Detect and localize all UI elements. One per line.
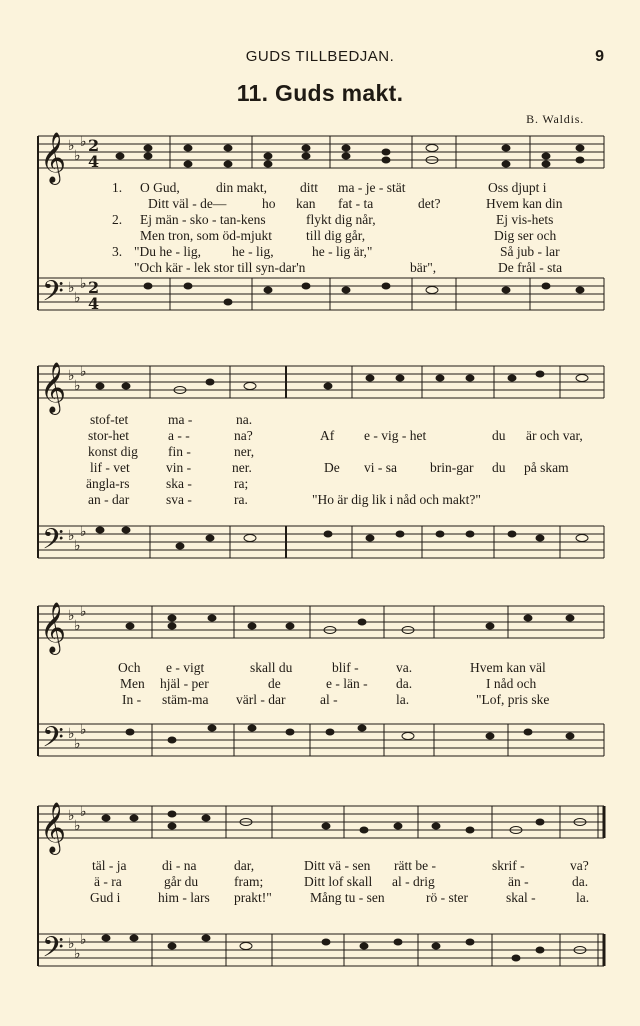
- lyric-line: [0, 228, 640, 244]
- lyric-line: [0, 890, 640, 906]
- svg-text:♭: ♭: [74, 736, 81, 752]
- svg-text:𝄢: 𝄢: [42, 275, 64, 315]
- lyric-text: blif -: [332, 660, 359, 675]
- lyric-text: ma -: [168, 412, 193, 427]
- lyric-text: fat - ta: [338, 196, 374, 211]
- lyric-line: [0, 692, 640, 708]
- verse-number: 1.: [112, 180, 123, 195]
- lyric-line: [0, 492, 640, 508]
- lyric-line: [0, 260, 640, 276]
- lyric-text: Så jub - lar: [500, 244, 560, 259]
- lyric-text: "Du he - lig,: [134, 244, 201, 259]
- lyric-text: hjäl - per: [160, 676, 209, 691]
- lyric-line: [0, 428, 640, 444]
- lyric-text: O Gud,: [140, 180, 180, 195]
- svg-text:♭: ♭: [68, 608, 75, 624]
- lyric-text: I nåd och: [486, 676, 537, 691]
- svg-text:2: 2: [88, 278, 100, 297]
- svg-text:𝄢: 𝄢: [42, 523, 64, 563]
- svg-text:♭: ♭: [80, 932, 87, 948]
- svg-text:♭: ♭: [74, 538, 81, 554]
- lyric-text: stäm-ma: [162, 692, 209, 707]
- lyric-text: värl - dar: [236, 692, 286, 707]
- svg-text:𝄞: 𝄞: [40, 602, 67, 653]
- lyric-text: kan: [296, 196, 316, 211]
- lyric-text: fin -: [168, 444, 191, 459]
- composer-credit: B. Waldis.: [526, 112, 584, 126]
- svg-text:♭: ♭: [68, 368, 75, 384]
- lyric-text: ner.: [232, 460, 252, 475]
- lyric-text: Ej vis-hets: [496, 212, 554, 227]
- lyric-text: he - lig,: [232, 244, 274, 259]
- lyric-text: konst dig: [88, 444, 138, 459]
- svg-text:♭: ♭: [68, 138, 75, 154]
- verse-number: 2.: [112, 212, 123, 227]
- lyric-line: [0, 444, 640, 460]
- svg-text:♭: ♭: [80, 134, 87, 150]
- lyric-text: ma - je - stät: [338, 180, 406, 195]
- lyric-text: vi - sa: [364, 460, 397, 475]
- lyric-line: [0, 660, 640, 676]
- svg-text:♭: ♭: [68, 280, 75, 296]
- lyric-text: Och: [118, 660, 141, 675]
- lyric-text: Oss djupt i: [488, 180, 547, 195]
- lyric-text: da.: [572, 874, 589, 889]
- lyric-text: Men tron, som öd-mjukt: [140, 228, 272, 243]
- lyric-text: dar,: [234, 858, 255, 873]
- lyric-text: går du: [164, 874, 199, 889]
- lyric-text: din makt,: [216, 180, 267, 195]
- verse-number: 3.: [112, 244, 123, 259]
- lyric-text: da.: [396, 676, 413, 691]
- lyric-text: him - lars: [158, 890, 210, 905]
- svg-text:𝄢: 𝄢: [42, 931, 64, 971]
- svg-text:𝄞: 𝄞: [40, 362, 67, 413]
- lyric-line: [0, 244, 640, 260]
- svg-text:♭: ♭: [68, 528, 75, 544]
- svg-text:𝄞: 𝄞: [40, 132, 67, 183]
- lyric-text: Gud i: [90, 890, 121, 905]
- svg-text:♭: ♭: [80, 276, 87, 292]
- svg-text:♭: ♭: [80, 364, 87, 380]
- lyric-text: Ditt vä - sen: [304, 858, 371, 873]
- lyric-text: ängla-rs: [86, 476, 130, 491]
- lyric-text: Hvem kan väl: [470, 660, 546, 675]
- lyric-text: på skam: [524, 460, 569, 475]
- lyric-text: stof-tet: [90, 412, 129, 427]
- lyric-text: In -: [122, 692, 142, 707]
- svg-text:𝄢: 𝄢: [42, 721, 64, 761]
- lyric-line: [0, 212, 640, 228]
- svg-text:♭: ♭: [68, 726, 75, 742]
- lyric-text: Ditt väl - de—: [148, 196, 227, 211]
- lyric-line: [0, 874, 640, 890]
- lyric-text: na?: [234, 428, 253, 443]
- lyric-text: rätt be -: [394, 858, 436, 873]
- hymn-title: 11. Guds makt.: [236, 80, 404, 106]
- lyric-text: De frål - sta: [498, 260, 563, 275]
- svg-text:♭: ♭: [80, 722, 87, 738]
- lyric-text: skal -: [506, 890, 536, 905]
- lyric-line: [0, 460, 640, 476]
- svg-text:4: 4: [88, 152, 100, 171]
- lyric-text: va.: [396, 660, 413, 675]
- lyric-text: "Lof, pris ske: [476, 692, 550, 707]
- lyric-text: va?: [570, 858, 589, 873]
- lyric-text: De: [324, 460, 340, 475]
- lyric-line: [0, 196, 640, 212]
- lyric-text: fram;: [234, 874, 264, 889]
- svg-text:♭: ♭: [80, 604, 87, 620]
- lyric-text: det?: [418, 196, 441, 211]
- lyric-text: stor-het: [88, 428, 129, 443]
- lyric-text: a - -: [168, 428, 190, 443]
- svg-text:4: 4: [88, 294, 100, 313]
- lyric-text: ä - ra: [94, 874, 122, 889]
- lyric-text: brin-gar: [430, 460, 474, 475]
- lyric-text: täl - ja: [92, 858, 127, 873]
- lyric-text: ditt: [300, 180, 319, 195]
- lyric-text: ra;: [234, 476, 249, 491]
- lyric-text: ra.: [234, 492, 248, 507]
- lyric-text: "Ho är dig lik i nåd och makt?": [312, 492, 481, 507]
- lyric-text: ner,: [234, 444, 255, 459]
- svg-text:♭: ♭: [68, 808, 75, 824]
- lyric-text: al -: [320, 692, 338, 707]
- lyric-text: la.: [576, 890, 590, 905]
- svg-text:♭: ♭: [68, 936, 75, 952]
- lyric-line: [0, 412, 640, 428]
- lyric-text: e - län -: [326, 676, 368, 691]
- svg-text:♭: ♭: [74, 946, 81, 962]
- lyric-text: skall du: [250, 660, 293, 675]
- page-number: 9: [595, 48, 604, 65]
- lyric-text: de: [268, 676, 281, 691]
- lyric-text: bär",: [410, 260, 437, 275]
- svg-text:♭: ♭: [80, 524, 87, 540]
- lyric-line: [0, 180, 640, 196]
- lyric-text: till dig går,: [306, 228, 366, 243]
- lyric-text: är och var,: [526, 428, 583, 443]
- lyric-line: [0, 676, 640, 692]
- svg-text:♭: ♭: [74, 818, 81, 834]
- lyric-text: än -: [508, 874, 529, 889]
- lyric-text: vin -: [166, 460, 192, 475]
- lyric-text: na.: [236, 412, 253, 427]
- lyric-text: lif - vet: [90, 460, 130, 475]
- lyric-text: he - lig är,": [312, 244, 373, 259]
- lyric-text: du: [492, 428, 506, 443]
- lyric-text: skrif -: [492, 858, 525, 873]
- lyric-text: sva -: [166, 492, 192, 507]
- lyric-text: Ditt lof skall: [304, 874, 373, 889]
- lyric-text: "Och kär - lek stor till syn-dar'n: [134, 260, 306, 275]
- svg-text:♭: ♭: [74, 378, 81, 394]
- lyric-text: an - dar: [88, 492, 130, 507]
- lyric-text: du: [492, 460, 506, 475]
- lyric-text: al - drig: [392, 874, 435, 889]
- lyric-text: ska -: [166, 476, 192, 491]
- lyric-text: di - na: [162, 858, 197, 873]
- lyric-text: Hvem kan din: [486, 196, 563, 211]
- lyric-text: la.: [396, 692, 410, 707]
- svg-text:♭: ♭: [74, 290, 81, 306]
- lyric-text: e - vig - het: [364, 428, 427, 443]
- lyric-text: e - vigt: [166, 660, 205, 675]
- running-head: GUDS TILLBEDJAN.: [245, 48, 395, 65]
- lyric-text: Mång tu - sen: [310, 890, 385, 905]
- svg-text:𝄞: 𝄞: [40, 802, 67, 853]
- lyric-text: rö - ster: [426, 890, 468, 905]
- lyric-text: Ej män - sko - tan-kens: [140, 212, 266, 227]
- lyric-text: prakt!": [234, 890, 272, 905]
- lyric-text: ho: [262, 196, 276, 211]
- lyric-line: [0, 476, 640, 492]
- svg-text:♭: ♭: [74, 618, 81, 634]
- lyric-text: flykt dig når,: [306, 212, 376, 227]
- lyric-text: Dig ser och: [494, 228, 557, 243]
- svg-text:2: 2: [88, 136, 100, 155]
- lyric-text: Men: [120, 676, 145, 691]
- lyric-text: Af: [320, 428, 335, 443]
- lyric-line: [0, 858, 640, 874]
- svg-text:♭: ♭: [80, 804, 87, 820]
- svg-text:♭: ♭: [74, 148, 81, 164]
